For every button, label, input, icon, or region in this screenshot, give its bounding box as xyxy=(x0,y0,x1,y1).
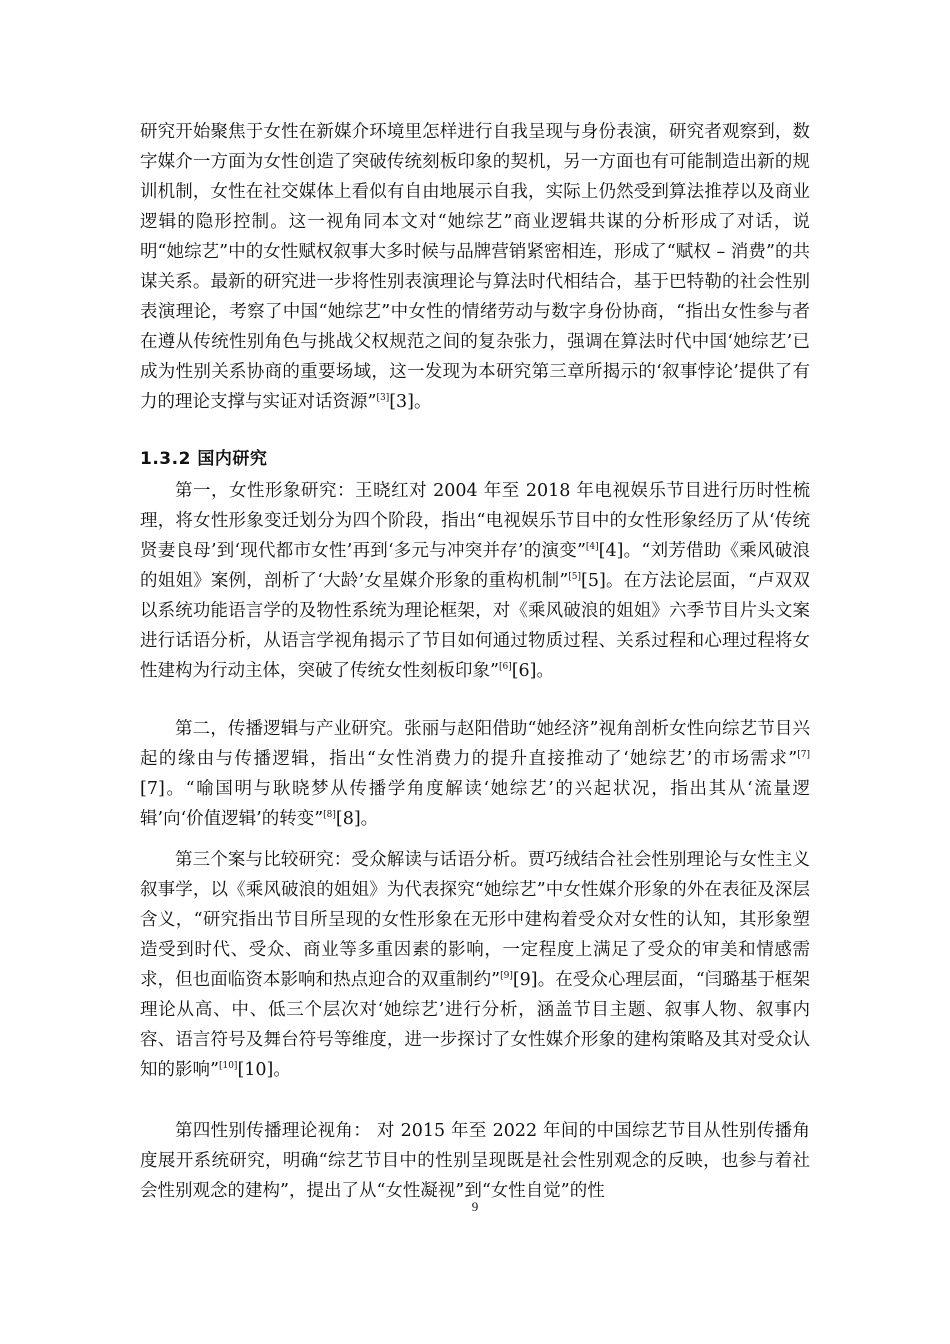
citation-marker: [5] xyxy=(568,572,582,583)
paragraph-3 xyxy=(140,845,810,1085)
page-number: 9 xyxy=(471,1199,479,1214)
paragraph-2-block xyxy=(140,714,810,834)
citation-text: [3]。 xyxy=(389,392,432,412)
paragraph-2-text: [8]。 xyxy=(335,809,379,829)
paragraph-1-text: [6]。 xyxy=(511,661,554,681)
paragraph-2 xyxy=(140,714,810,834)
paragraph-3-text: 第三个案与比较研究：受众解读与话语分析。贾巧绒结合社会性别理论与女性主义叙事学，以《乘风破浪的姐姐》为代表探究“她综艺”中女性媒介形象的外在表征及深层含义，“研究指出节目所呈现的女性形象在无形中建构着受众对女性的认知，其形象塑造受到时代、受众、商业等多重因素的影响，一定程度上满足了受众的审美和情感需求，但也面临资本影响和热点迎合的双重制约” xyxy=(140,850,810,990)
paragraph-2-text: [7]。“喻国明与耿晓梦从传播学角度解读‘她综艺’的兴起状况，指出其从‘流量逻辑’向‘价值逻辑’的转变” xyxy=(140,779,810,829)
paragraph-2-text: 第二，传播逻辑与产业研究。张丽与赵阳借助“她经济”视角剖析女性向综艺节目兴起的缘由与传播逻辑，指出“女性消费力的提升直接推动了‘她综艺’的市场需求” xyxy=(140,719,810,769)
paragraph-1 xyxy=(140,476,810,686)
citation-marker: [6] xyxy=(498,662,512,673)
citation-marker: [9] xyxy=(500,971,513,982)
citation-marker: [7] xyxy=(797,750,810,761)
paragraph-3-block xyxy=(140,845,810,1085)
paragraph-4: 第四性别传播理论视角： 对 2015 年至 2022 年间的中国综艺节目从性别传播角度展开系统研究，明确“综艺节目中的性别呈现既是社会性别观念的反映，也参与着社会性别观念的建构”，提出了从“女性凝视”到“女性自觉”的性 xyxy=(140,1121,810,1201)
paragraph-4-block xyxy=(140,1116,810,1206)
paragraph-1-text: [4]。“刘芳借助《乘风破浪的姐姐》案例，剖析了‘大龄’女星媒介形象的重构机制” xyxy=(140,541,810,591)
intro-text: 研究开始聚焦于女性在新媒介环境里怎样进行自我呈现与身份表演，研究者观察到，数字媒介一方面为女性创造了突破传统刻板印象的契机，另一方面也有可能制造出新的规训机制，女性在社交媒体上看似有自由地展示自我，实际上仍然受到算法推荐以及商业逻辑的隐形控制。这一视角同本文对“她综艺”商业逻辑共谋的分析形成了对话，说明“她综艺”中的女性赋权叙事大多时候与品牌营销紧密相连，形成了“赋权 – 消费”的共谋关系。最新的研究进一步将性别表演理论与算法时代相结合，基于巴特勒的社会性别表演理论，考察了中国“她综艺”中女性的情绪劳动与数字身份协商，“指出女性参与者在遵从传统性别角色与挑战父权规范之间的复杂张力，强调在算法时代中国‘她综艺’已成为性别关系协商的重要场域，这一发现为本研究第三章所揭示的‘叙事悖论’提供了有力的理论支撑与实证对话资源” xyxy=(140,122,810,412)
paragraph-1-text: 第一，女性形象研究：王晓红对 2004 年至 2018 年电视娱乐节目进行历时性梳理，将女性形象变迁划分为四个阶段，指出“电视娱乐节目中的女性形象经历了从‘传统贤妻良母’到‘现代都市女性’再到‘多元与冲突并存’的演变” xyxy=(140,481,810,561)
citation-marker: [10] xyxy=(218,1061,238,1072)
citation-marker: [8] xyxy=(323,810,336,821)
intro-paragraph xyxy=(140,117,810,417)
citation-marker: [4] xyxy=(585,542,599,553)
intro-paragraph-block xyxy=(140,117,810,417)
section-heading: 1.3.2 国内研究 xyxy=(140,449,268,469)
citation-marker: [3] xyxy=(376,393,390,404)
paragraph-1-text: [5]。在方法论层面，“卢双双以系统功能语言学的及物性系统为理论框架，对《乘风破浪的姐姐》六季节目片头文案进行话语分析，从语言学视角揭示了节目如何通过物质过程、关系过程和心理过程将女性建构为行动主体，突破了传统女性刻板印象” xyxy=(140,571,810,681)
paragraph-3-text: [10]。 xyxy=(237,1060,291,1080)
paragraph-3-text: [9]。在受众心理层面，“闫璐基于框架理论从高、中、低三个层次对‘她综艺’进行分析，涵盖节目主题、叙事人物、叙事内容、语言符号及舞台符号等维度，进一步探讨了女性媒介形象的建构策略及其对受众认知的影响” xyxy=(140,970,810,1080)
paragraph-1-block xyxy=(140,476,810,686)
